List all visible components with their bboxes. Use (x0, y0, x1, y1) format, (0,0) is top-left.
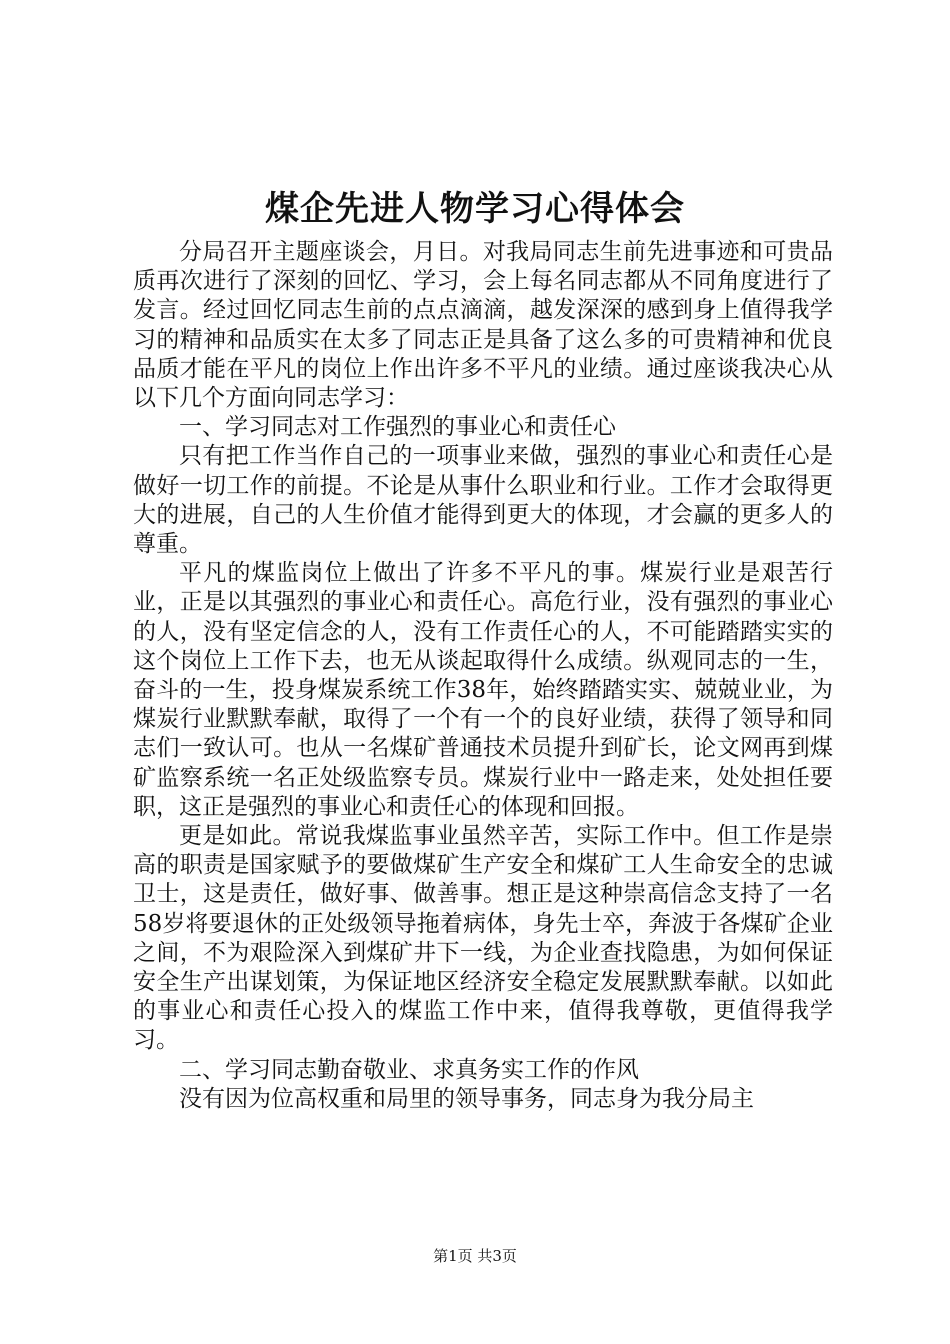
page-footer: 第1页 共3页 (433, 1247, 517, 1265)
page-title: 煤企先进人物学习心得体会 (265, 189, 685, 229)
paragraph: 没有因为位高权重和局里的领导事务，同志身为我分局主 (179, 1085, 754, 1112)
paragraph: 更是如此。常说我煤监事业虽然辛苦，实际工作中。但工作是崇高的职责是国家赋予的要做煤矿生产安全和煤矿工人生命安全的忠诚卫士，这是责任，做好事、做善事。想正是这种崇高信念支持了一名58岁将要退休的正处级领导拖着病体，身先士卒，奔波于各煤矿企业之间，不为艰险深入到煤矿井下一线，为企业查找隐患，为如何保证安全生产出谋划策，为保证地区经济安全稳定发展默默奉献。以如此的事业心和责任心投入的煤监工作中来，值得我尊敬，更值得我学习。 (133, 823, 833, 1054)
document-body (133, 238, 833, 1114)
paragraph: 只有把工作当作自己的一项事业来做，强烈的事业心和责任心是做好一切工作的前提。不论是从事什么职业和行业。工作才会取得更大的进展，自己的人生价值才能得到更大的体现，才会赢的更多人的尊重。 (133, 443, 833, 558)
paragraph: 分局召开主题座谈会，月日。对我局同志生前先进事迹和可贵品质再次进行了深刻的回忆、学习，会上每名同志都从不同角度进行了发言。经过回忆同志生前的点点滴滴，越发深深的感到身上值得我学习的精神和品质实在太多了同志正是具备了这么多的可贵精神和优良品质才能在平凡的岗位上作出许多不平凡的业绩。通过座谈我决心从以下几个方面向同志学习： (133, 239, 833, 412)
paragraph: 平凡的煤监岗位上做出了许多不平凡的事。煤炭行业是艰苦行业，正是以其强烈的事业心和责任心。高危行业，没有强烈的事业心的人，没有坚定信念的人，没有工作责任心的人，不可能踏踏实实的这个岗位上工作下去，也无从谈起取得什么成绩。纵观同志的一生，奋斗的一生，投身煤炭系统工作38年，始终踏踏实实、兢兢业业，为煤炭行业默默奉献，取得了一个有一个的良好业绩，获得了领导和同志们一致认可。也从一名煤矿普通技术员提升到矿长，论文网再到煤矿监察系统一名正处级监察专员。煤炭行业中一路走来，处处担任要职，这正是强烈的事业心和责任心的体现和回报。 (133, 560, 833, 820)
section-heading: 一、学习同志对工作强烈的事业心和责任心 (179, 414, 616, 441)
section-heading: 二、学习同志勤奋敬业、求真务实工作的作风 (179, 1056, 639, 1083)
